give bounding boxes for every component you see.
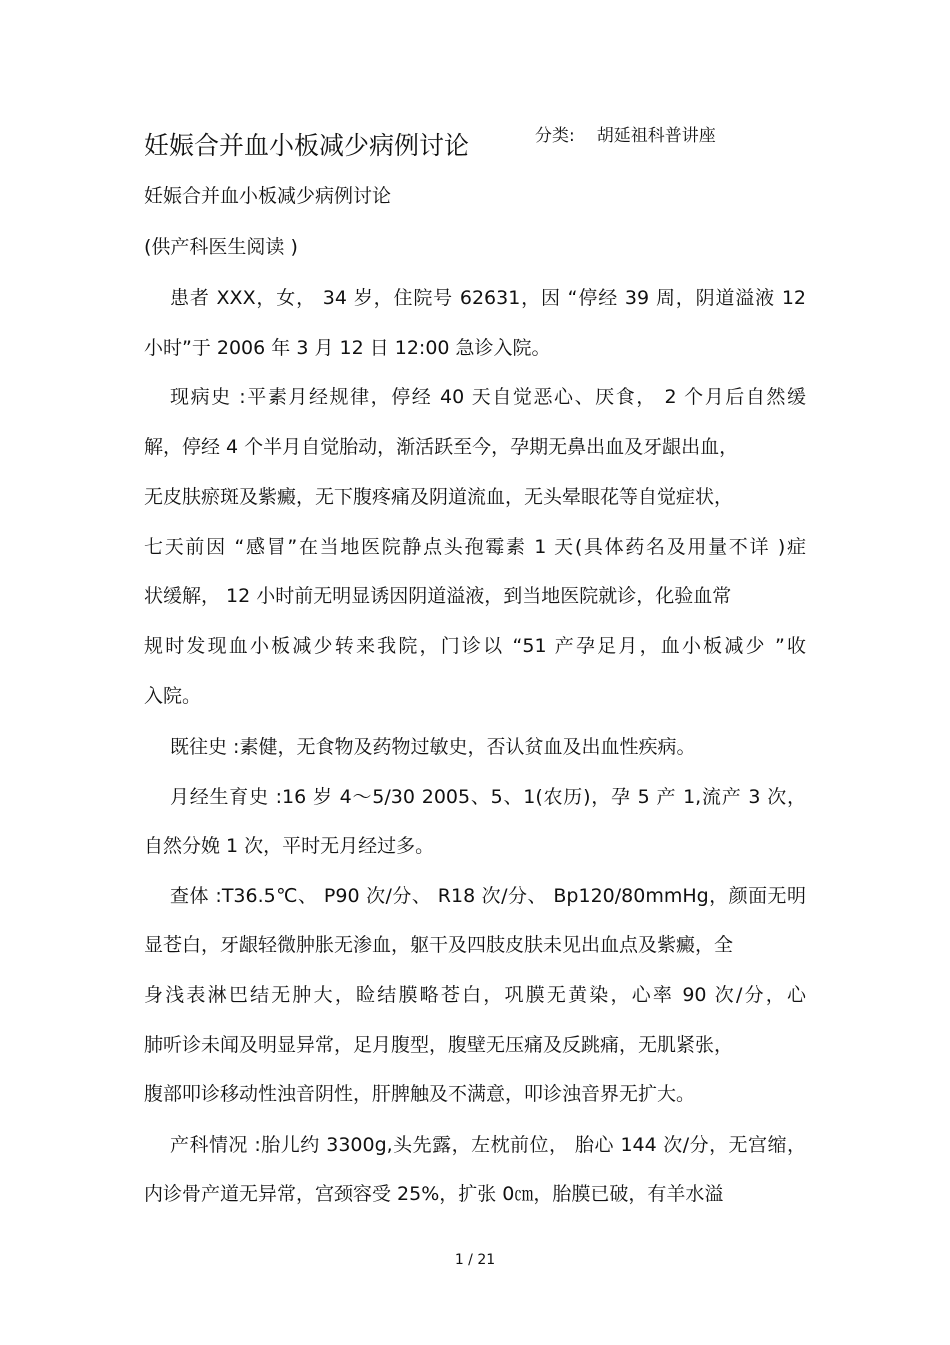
document-title: 妊娠合并血小板减少病例讨论 — [144, 131, 470, 160]
paragraph-line: 无皮肤瘀斑及紫癜，无下腹疼痛及阴道流血，无头晕眼花等自觉症状， — [144, 486, 734, 508]
paragraph-line: 状缓解， 12 小时前无明显诱因阴道溢液，到当地医院就诊，化验血常 — [144, 585, 732, 607]
paragraph-line: 月经生育史 :16 岁 4～5/30 2005、5、1(农历)，孕 5 产 1,流产 3 次， — [170, 786, 806, 808]
subtitle-line: 妊娠合并血小板减少病例讨论 — [144, 185, 392, 207]
category-value: 胡延祖科普讲座 — [596, 126, 716, 146]
paragraph-line: 查体 :T36.5℃、 P90 次/分、 R18 次/分、 Bp120/80mmHg，颜面无明 — [170, 885, 806, 907]
category-label: 分类: — [535, 126, 575, 146]
paragraph-line: 内诊骨产道无异常，宫颈容受 25%，扩张 0㎝，胎膜已破，有羊水溢 — [144, 1183, 724, 1205]
paragraph-line: 产科情况 :胎儿约 3300g,头先露，左枕前位， 胎心 144 次/分，无宫缩， — [170, 1134, 806, 1156]
paragraph-line: 既往史 :素健，无食物及药物过敏史，否认贫血及出血性疾病。 — [170, 736, 696, 758]
paragraph-line: 规时发现血小板减少转来我院，门诊以 “51 产孕足月，血小板减少 ”收 — [144, 635, 806, 657]
category-line — [535, 121, 716, 146]
paragraph-line: 入院。 — [144, 685, 202, 707]
audience-note: (供产科医生阅读 ) — [144, 236, 298, 258]
paragraph-line: 肺听诊未闻及明显异常，足月腹型，腹壁无压痛及反跳痛，无肌紧张， — [144, 1034, 734, 1056]
paragraph-line: 现病史 :平素月经规律，停经 40 天自觉恶心、厌食， 2 个月后自然缓 — [170, 386, 806, 408]
page-number: 1 / 21 — [454, 1252, 496, 1268]
paragraph-line: 腹部叩诊移动性浊音阴性，肝脾触及不满意，叩诊浊音界无扩大。 — [144, 1083, 696, 1105]
paragraph-line: 七天前因 “感冒”在当地医院静点头孢霉素 1 天(具体药名及用量不详 )症 — [144, 536, 806, 558]
paragraph-line: 身浅表淋巴结无肿大，睑结膜略苍白，巩膜无黄染，心率 90 次/分，心 — [144, 984, 806, 1006]
paragraph-line: 小时”于 2006 年 3 月 12 日 12:00 急诊入院。 — [144, 337, 551, 359]
paragraph-line: 显苍白，牙龈轻微肿胀无渗血，躯干及四肢皮肤未见出血点及紫癜，全 — [144, 934, 734, 956]
paragraph-line: 解，停经 4 个半月自觉胎动，渐活跃至今，孕期无鼻出血及牙龈出血， — [144, 436, 739, 458]
paragraph-line: 自然分娩 1 次，平时无月经过多。 — [144, 835, 435, 857]
paragraph-line: 患者 XXX，女， 34 岁，住院号 62631，因 “停经 39 周，阴道溢液 12 — [170, 287, 806, 309]
